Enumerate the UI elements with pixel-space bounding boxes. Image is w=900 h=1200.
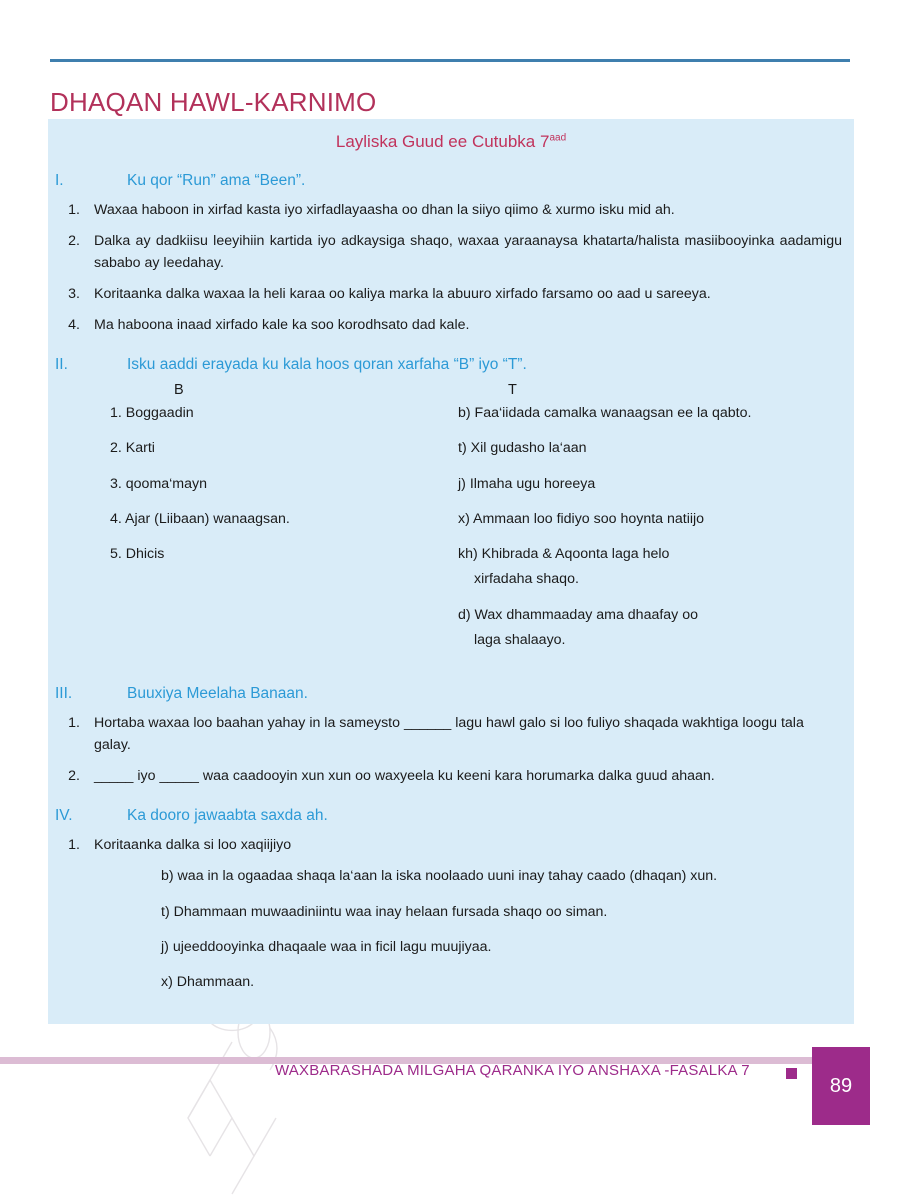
list-item: d) Wax dhammaaday ama dhaafay oo [458, 606, 699, 623]
list-item: j) Ilmaha ugu horeeya [458, 475, 596, 492]
question-list-3 [48, 712, 854, 787]
section-title-1: Ku qor “Run” ama “Been”. [127, 172, 306, 189]
question-list-4 [48, 834, 854, 856]
item-number: 2. [68, 768, 80, 785]
answer-choice-list [48, 866, 854, 993]
footer-book-title: WAXBARASHADA MILGAHA QARANKA IYO ANSHAXA -FASALKA 7 [275, 1062, 750, 1079]
top-divider-rule [50, 59, 850, 62]
section-numeral-2: II. [55, 356, 68, 373]
matching-right-column [458, 403, 854, 665]
answer-choice[interactable]: t) Dhammaan muwaadiniintu waa inay helaan fursada shaqo oo siman. [161, 903, 608, 920]
item-number: 2. [68, 233, 80, 249]
item-text: Hortaba waxaa loo baahan yahay in la sameysto ______ lagu hawl galo si loo fuliyo shaqada wakhtiga loogu tala galay. [94, 715, 804, 754]
answer-choice[interactable]: j) ujeeddooyinka dhaqaale waa in ficil lagu muujiyaa. [161, 938, 492, 955]
section-title-4: Ka dooro jawaabta saxda ah. [127, 807, 328, 825]
list-item: 4. Ajar (Liibaan) wanaagsan. [110, 510, 290, 527]
list-item: t) Xil gudasho la‘aan [458, 440, 587, 457]
matching-column-headers [48, 382, 854, 398]
column-header-t: T [508, 382, 517, 398]
footer-square-marker-icon [786, 1068, 797, 1079]
section-title-2: Isku aaddi erayada ku kala hoos qoran xarfaha “B” iyo “T”. [127, 356, 527, 373]
panel-title-main: Layliska Guud ee Cutubka 7 [335, 132, 550, 151]
list-item-continuation: xirfadaha shaqo. [474, 571, 579, 588]
list-item [48, 230, 854, 274]
panel-title-text [336, 132, 566, 151]
item-text: _____ iyo _____ waa caadooyin xun xun oo waxyeela ku keeni kara horumarka dalka guud ahaan. [94, 768, 715, 785]
list-item: b) Faa‘iidada camalka wanaagsan ee la qabto. [458, 405, 752, 421]
section-numeral-4: IV. [55, 807, 73, 825]
page-title: DHAQAN HAWL-KARNIMO [50, 87, 377, 118]
column-header-b: B [174, 382, 184, 398]
section-numeral-1: I. [55, 172, 64, 189]
list-item [48, 314, 854, 336]
item-text: Koritaanka dalka waxaa la heli karaa oo kaliya marka la abuuro xirfado farsamo oo aad u sareeya. [94, 286, 711, 302]
item-number: 1. [68, 202, 80, 218]
list-item [48, 283, 854, 305]
list-item: kh) Khibrada & Aqoonta laga helo [458, 546, 670, 563]
logo-watermark [150, 1010, 360, 1200]
item-text: Koritaanka dalka si loo xaqiijiyo [94, 837, 292, 854]
item-number: 1. [68, 715, 80, 732]
matching-columns [48, 403, 854, 665]
item-number: 3. [68, 286, 80, 302]
panel-title-superscript: aad [549, 132, 567, 144]
list-item: 3. qooma‘mayn [110, 475, 207, 492]
matching-left-column [48, 403, 458, 665]
list-item [48, 834, 854, 856]
list-item [48, 765, 854, 787]
list-item: 2. Karti [110, 440, 155, 457]
list-item: 1. Boggaadin [110, 405, 194, 421]
answer-choice[interactable]: x) Dhammaan. [161, 974, 255, 991]
item-text: Dalka ay dadkiisu leeyihiin kartida iyo adkaysiga shaqo, waxaa yaraanaysa khatarta/halista masiibooyinka aadamigu sababo ay leedahay. [94, 233, 842, 271]
section-heading-4 [48, 807, 854, 825]
list-item-continuation: laga shalaayo. [474, 632, 566, 649]
item-number: 4. [68, 317, 80, 333]
section-title-3: Buuxiya Meelaha Banaan. [127, 685, 308, 703]
list-item [48, 712, 854, 756]
answer-choice[interactable]: b) waa in la ogaadaa shaqa la‘aan la iska noolaado uuni inay tahay caado (dhaqan) xun. [161, 868, 718, 885]
list-item [48, 199, 854, 221]
list-item: 5. Dhicis [110, 546, 165, 563]
question-list-1 [48, 199, 854, 336]
section-heading-1 [48, 172, 854, 190]
page-number: 89 [812, 1047, 870, 1125]
section-numeral-3: III. [55, 685, 73, 703]
panel-title [48, 132, 854, 152]
item-number: 1. [68, 837, 80, 854]
item-text: Ma haboona inaad xirfado kale ka soo korodhsato dad kale. [94, 317, 470, 333]
section-heading-2 [48, 356, 854, 374]
section-heading-3 [48, 685, 854, 703]
exercise-panel [48, 119, 854, 1024]
item-text: Waxaa haboon in xirfad kasta iyo xirfadlayaasha oo dhan la siiyo qiimo & xurmo isku mid ah. [94, 202, 675, 218]
list-item: x) Ammaan loo fidiyo soo hoynta natiijo [458, 510, 705, 527]
